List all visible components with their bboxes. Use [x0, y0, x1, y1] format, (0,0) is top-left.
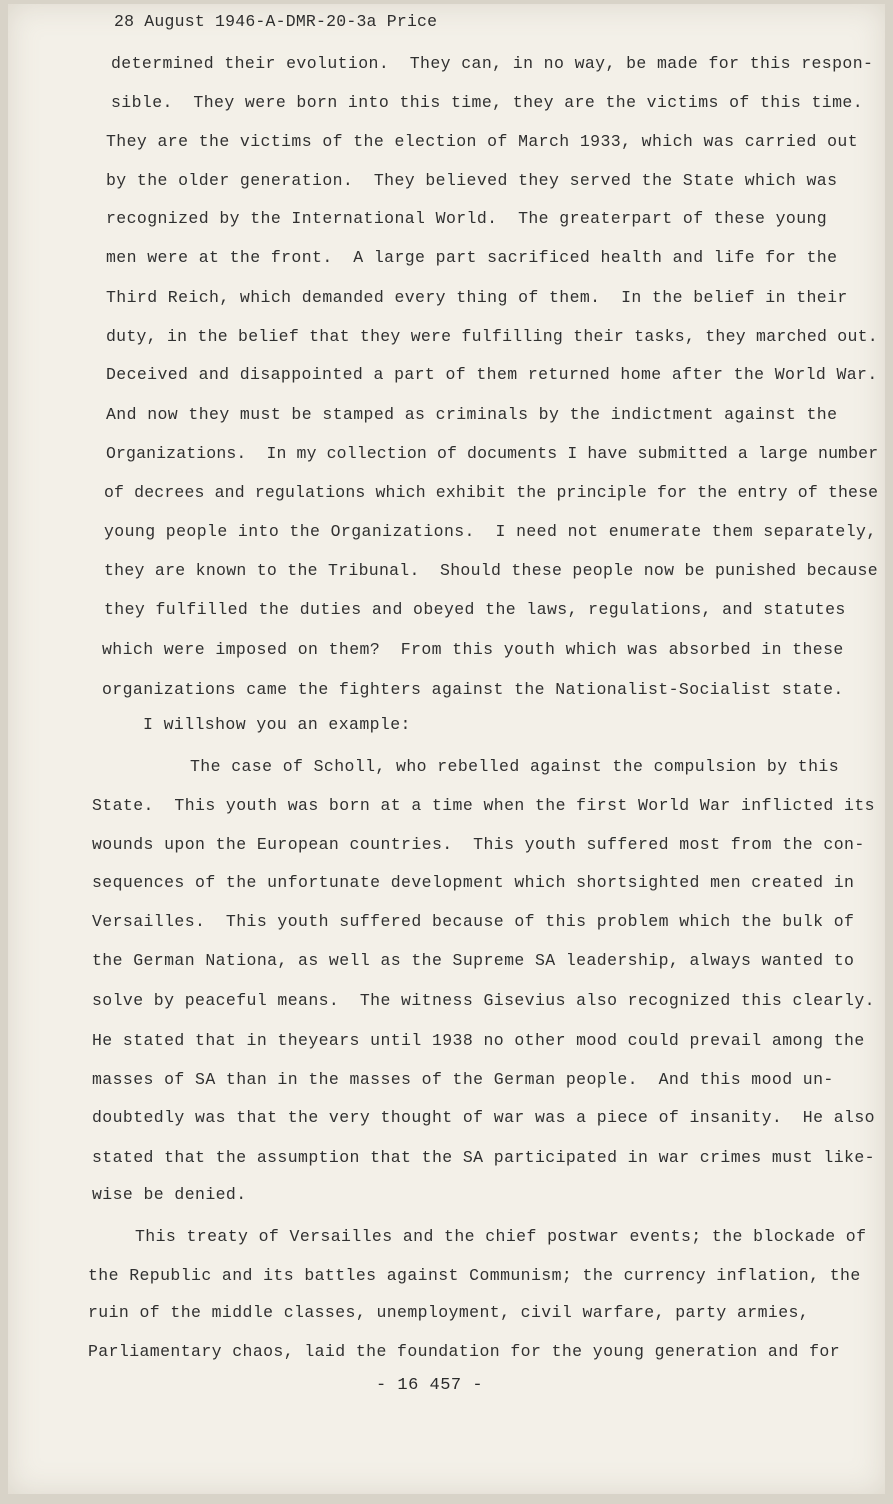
text-line: They are the victims of the election of March 1933, which was carried out: [106, 132, 859, 151]
text-line: masses of SA than in the masses of the German people. And this mood un-: [92, 1070, 834, 1089]
text-line: Versailles. This youth suffered because of this problem which the bulk of: [92, 912, 855, 931]
text-line: recognized by the International World. The greaterpart of these young: [106, 209, 828, 228]
text-line: by the older generation. They believed they served the State which was: [106, 171, 838, 190]
text-line: I willshow you an example:: [143, 715, 411, 734]
document-page: [8, 4, 885, 1494]
text-line: stated that the assumption that the SA participated in war crimes must like-: [92, 1148, 875, 1167]
text-line: wounds upon the European countries. This youth suffered most from the con-: [92, 835, 865, 854]
text-line: Deceived and disappointed a part of them returned home after the World War.: [106, 365, 878, 384]
text-line: Parliamentary chaos, laid the foundation for the young generation and for: [88, 1342, 841, 1361]
text-line: determined their evolution. They can, in no way, be made for this respon-: [111, 54, 874, 73]
text-line: sible. They were born into this time, they are the victims of this time.: [111, 93, 864, 112]
text-line: organizations came the fighters against the Nationalist-Socialist state.: [102, 680, 844, 699]
text-line: of decrees and regulations which exhibit the principle for the entry of these: [104, 483, 879, 502]
text-line: Third Reich, which demanded every thing of them. In the belief in their: [106, 288, 848, 307]
text-line: men were at the front. A large part sacrificed health and life for the: [106, 248, 838, 267]
text-line: The case of Scholl, who rebelled against the compulsion by this: [190, 757, 840, 776]
text-line: sequences of the unfortunate development which shortsighted men created in: [92, 873, 855, 892]
text-line: which were imposed on them? From this youth which was absorbed in these: [102, 640, 844, 659]
page-number: - 16 457 -: [376, 1376, 484, 1395]
text-line: duty, in the belief that they were fulfilling their tasks, they marched out.: [106, 327, 878, 346]
text-line: solve by peaceful means. The witness Gisevius also recognized this clearly.: [92, 991, 875, 1010]
text-line: ruin of the middle classes, unemployment, civil warfare, party armies,: [88, 1303, 810, 1322]
text-line: Organizations. In my collection of documents I have submitted a large number: [106, 444, 879, 463]
text-line: young people into the Organizations. I need not enumerate them separately,: [104, 522, 877, 541]
text-line: the German Nationa, as well as the Supreme SA leadership, always wanted to: [92, 951, 855, 970]
text-line: This treaty of Versailles and the chief postwar events; the blockade of: [135, 1227, 867, 1246]
page-header: 28 August 1946-A-DMR-20-3a Price: [114, 12, 438, 31]
text-line: And now they must be stamped as criminals by the indictment against the: [106, 405, 838, 424]
text-line: He stated that in theyears until 1938 no other mood could prevail among the: [92, 1031, 865, 1050]
text-line: they are known to the Tribunal. Should these people now be punished because: [104, 561, 878, 580]
text-line: doubtedly was that the very thought of war was a piece of insanity. He also: [92, 1108, 875, 1127]
text-line: they fulfilled the duties and obeyed the laws, regulations, and statutes: [104, 600, 846, 619]
text-line: the Republic and its battles against Communism; the currency inflation, the: [88, 1266, 861, 1285]
text-line: State. This youth was born at a time when the first World War inflicted its: [92, 796, 875, 815]
text-line: wise be denied.: [92, 1185, 247, 1204]
